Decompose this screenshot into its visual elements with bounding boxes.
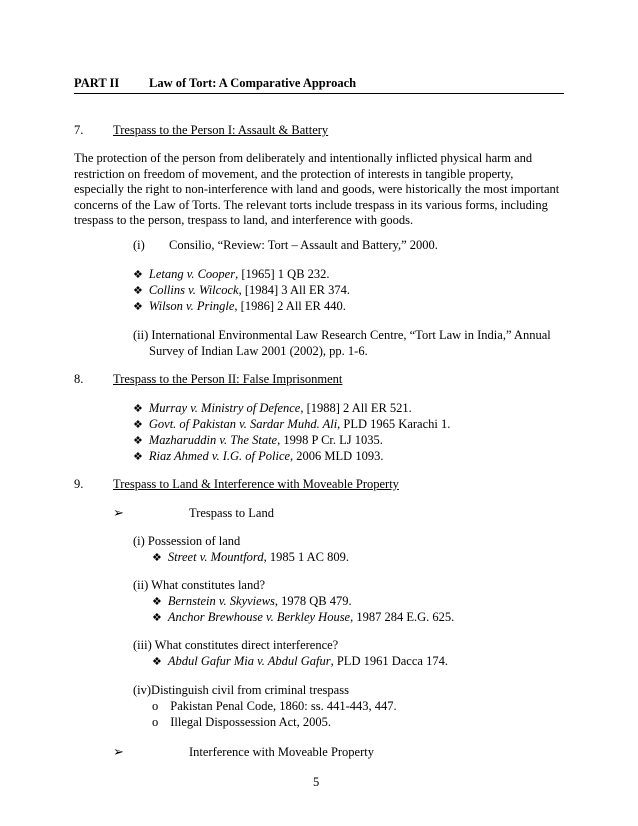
subheading-trespass-to-land: Trespass to Land: [189, 506, 274, 520]
case-item: [133, 299, 346, 314]
item-iv-label: (iv)Distinguish civil from criminal trespass: [133, 683, 349, 697]
diamond-bullet-icon: ❖: [133, 435, 143, 447]
case-cite: , PLD 1961 Dacca 174.: [330, 654, 448, 668]
case-cite: , 1985 1 AC 809.: [263, 550, 350, 564]
circle-bullet-icon: o: [152, 699, 159, 713]
item-iii-label: (iii) What constitutes direct interference?: [133, 638, 339, 652]
case-item: [133, 449, 383, 464]
case-name: Mazharuddin v. The State: [148, 433, 278, 447]
case-cite: , 1978 QB 479.: [274, 594, 352, 608]
case-name: Govt. of Pakistan v. Sardar Muhd. Ali: [148, 417, 338, 431]
case-cite: , [1988] 2 All ER 521.: [300, 401, 412, 415]
part-title: Law of Tort: A Comparative Approach: [149, 76, 357, 90]
page-number: 5: [313, 775, 320, 789]
case-item: [152, 654, 448, 669]
case-item: [152, 610, 454, 625]
case-cite: , [1986] 2 All ER 440.: [234, 299, 346, 313]
diamond-bullet-icon: ❖: [152, 612, 162, 624]
case-item: [133, 283, 350, 298]
para-line: trespass to the person, trespass to land, and interference with goods.: [74, 213, 414, 227]
para-line: concerns of the Law of Torts. The relevant torts include trespass in its various forms, including: [74, 197, 548, 212]
list-item: [152, 715, 331, 730]
section-7-number: 7.: [74, 123, 84, 137]
case-cite: , PLD 1965 Karachi 1.: [337, 417, 451, 431]
list-item-text: Illegal Dispossession Act, 2005.: [170, 715, 332, 729]
case-item: [133, 267, 330, 282]
list-item-text: Pakistan Penal Code, 1860: ss. 441-443, 447.: [170, 699, 397, 713]
item-i-text: Consilio, “Review: Tort – Assault and Battery,” 2000.: [169, 238, 438, 252]
case-name: Murray v. Ministry of Defence: [148, 401, 301, 415]
circle-bullet-icon: o: [152, 715, 159, 729]
list-item: [152, 699, 397, 714]
diamond-bullet-icon: ❖: [133, 451, 143, 463]
diamond-bullet-icon: ❖: [133, 269, 143, 281]
case-name: Wilson v. Pringle: [148, 299, 235, 313]
diamond-bullet-icon: ❖: [133, 301, 143, 313]
diamond-bullet-icon: ❖: [133, 419, 143, 431]
case-item: [133, 433, 383, 448]
case-item: [133, 417, 450, 432]
case-name: Abdul Gafur Mia v. Abdul Gafur: [167, 654, 331, 668]
case-name: Bernstein v. Skyviews: [167, 594, 275, 608]
case-name: Riaz Ahmed v. I.G. of Police: [148, 449, 291, 463]
arrow-bullet-icon: ➢: [113, 505, 124, 520]
para-line: The protection of the person from deliberately and intentionally inflicted physical harm and: [74, 151, 533, 165]
diamond-bullet-icon: ❖: [133, 285, 143, 297]
item-i-number: (i): [133, 238, 145, 252]
section-7-title: Trespass to the Person I: Assault & Battery: [113, 123, 329, 137]
case-cite: , [1984] 3 All ER 374.: [238, 283, 351, 297]
para-line: restriction on freedom of movement, and the protection of interests in tangible property,: [74, 166, 514, 181]
para-line: especially the right to non-interference with land and goods, were historically the most important: [74, 182, 560, 196]
case-item: [152, 594, 352, 609]
case-item: [152, 550, 349, 565]
diamond-bullet-icon: ❖: [133, 403, 143, 415]
case-item: [133, 401, 412, 416]
case-cite: , 1987 284 E.G. 625.: [350, 610, 455, 624]
item-ii-line1: (ii) International Environmental Law Research Centre, “Tort Law in India,” Annual: [133, 328, 551, 342]
subheading-interference-moveable: Interference with Moveable Property: [189, 745, 374, 759]
section-9-title: Trespass to Land & Interference with Moveable Property: [113, 477, 399, 491]
case-cite: , [1965] 1 QB 232.: [235, 267, 330, 281]
section-8-title: Trespass to the Person II: False Imprisonment: [113, 372, 343, 386]
item-ii-label: (ii) What constitutes land?: [133, 578, 266, 592]
item-ii-line2: Survey of Indian Law 2001 (2002), pp. 1-6.: [149, 344, 368, 358]
section-7-paragraph: [74, 151, 564, 229]
section-9-number: 9.: [74, 477, 84, 491]
page-header: [74, 76, 564, 94]
case-name: Collins v. Wilcock: [148, 283, 239, 297]
case-name: Street v. Mountford: [167, 550, 264, 564]
arrow-bullet-icon: ➢: [113, 744, 124, 759]
diamond-bullet-icon: ❖: [152, 656, 162, 668]
case-name: Anchor Brewhouse v. Berkley House: [167, 610, 351, 624]
diamond-bullet-icon: ❖: [152, 552, 162, 564]
part-label: PART II: [74, 76, 120, 90]
item-i-label: (i) Possession of land: [133, 534, 241, 548]
diamond-bullet-icon: ❖: [152, 596, 162, 608]
case-cite: , 1998 P Cr. LJ 1035.: [277, 433, 383, 447]
section-8-number: 8.: [74, 372, 84, 386]
case-cite: , 2006 MLD 1093.: [290, 449, 384, 463]
case-name: Letang v. Cooper: [148, 267, 236, 281]
